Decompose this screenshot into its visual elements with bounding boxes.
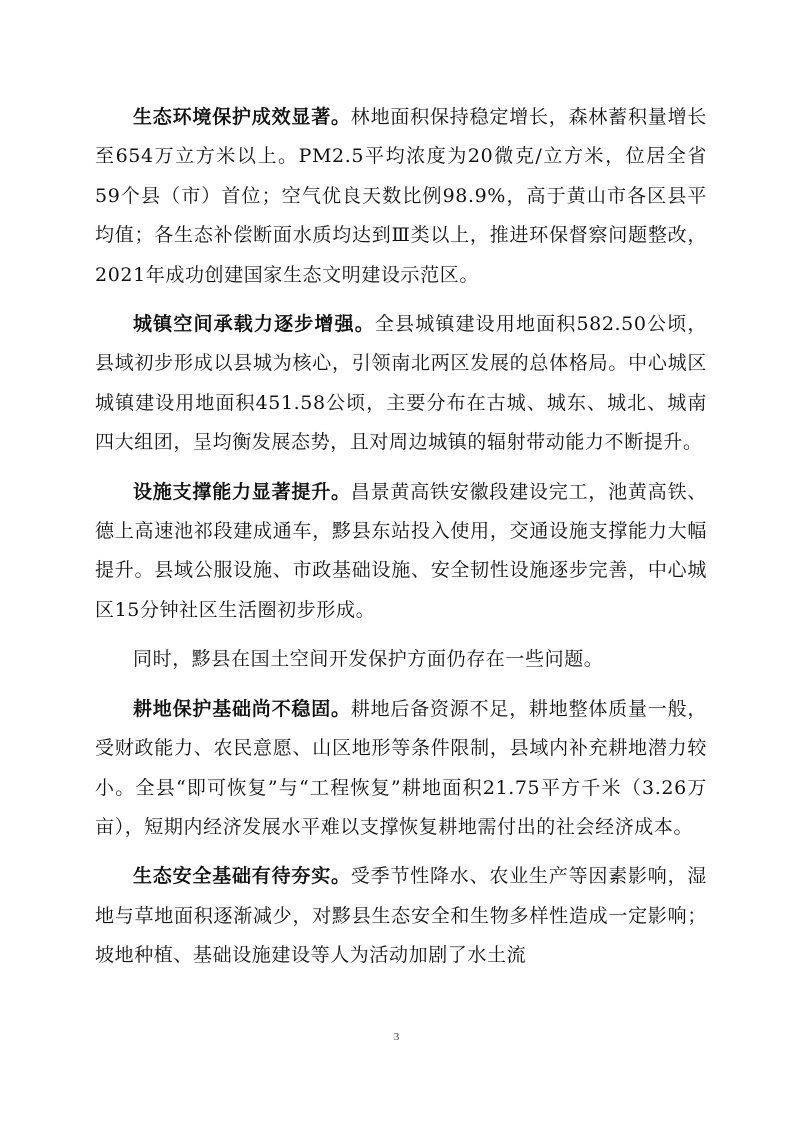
paragraph-body: 昌景黄高铁安徽段建设完工，池黄高铁、德上高速池祁段建成通车，黟县东站投入使用，交通设施支撑能力大幅提升。县域公服设施、市政基础设施、安全韧性设施逐步完善，中心城区15分钟社区生活圈初步形成。 (95, 480, 707, 621)
page-number: 3 (393, 1031, 400, 1043)
paragraph-ecology-protection (95, 98, 707, 295)
paragraph-body: 全县城镇建设用地面积582.50公顷，县域初步形成以县城为核心，引领南北两区发展的总体格局。中心城区城镇建设用地面积451.58公顷，主要分布在古城、城东、城北、城南四大组团，呈均衡发展态势，且对周边城镇的辐射带动能力不断提升。 (95, 313, 708, 454)
paragraph-lead: 城镇空间承载力逐步增强。 (133, 313, 375, 336)
paragraph-body: 耕地后备资源不足，耕地整体质量一般，受财政能力、农民意愿、山区地形等条件限制，县域内补充耕地潜力较小。全县“即可恢复”与“工程恢复”耕地面积21.75平方千米（3.26万亩），短期内经济发展水平难以支撑恢复耕地需付出的社会经济成本。 (95, 697, 707, 838)
paragraph-body: 林地面积保持稳定增长，森林蓄积量增长至654万立方米以上。PM2.5平均浓度为20微克/立方米，位居全省59个县（市）首位；空气优良天数比例98.9%，高于黄山市各区县平均值；各生态补偿断面水质均达到Ⅲ类以上，推进环保督察问题整改，2021年成功创建国家生态文明建设示范区。 (95, 106, 707, 286)
paragraph-infrastructure (95, 473, 707, 631)
paragraph-lead: 生态安全基础有待夯实。 (133, 865, 351, 888)
paragraph-body: 同时，黟县在国土空间开发保护方面仍存在一些问题。 (133, 648, 604, 671)
paragraph-lead: 耕地保护基础尚不稳固。 (133, 697, 351, 720)
document-page (95, 98, 707, 986)
paragraph-ecological-security (95, 857, 707, 975)
paragraph-lead: 设施支撑能力显著提升。 (133, 480, 351, 503)
paragraph-problems-intro (95, 640, 707, 679)
paragraph-body: 受季节性降水、农业生产等因素影响，湿地与草地面积逐渐减少，对黟县生态安全和生物多样性造成一定影响；坡地种植、基础设施建设等人为活动加剧了水土流 (95, 865, 707, 967)
paragraph-urban-capacity (95, 305, 707, 463)
paragraph-farmland-protection (95, 690, 707, 848)
paragraph-lead: 生态环境保护成效显著。 (133, 106, 351, 128)
